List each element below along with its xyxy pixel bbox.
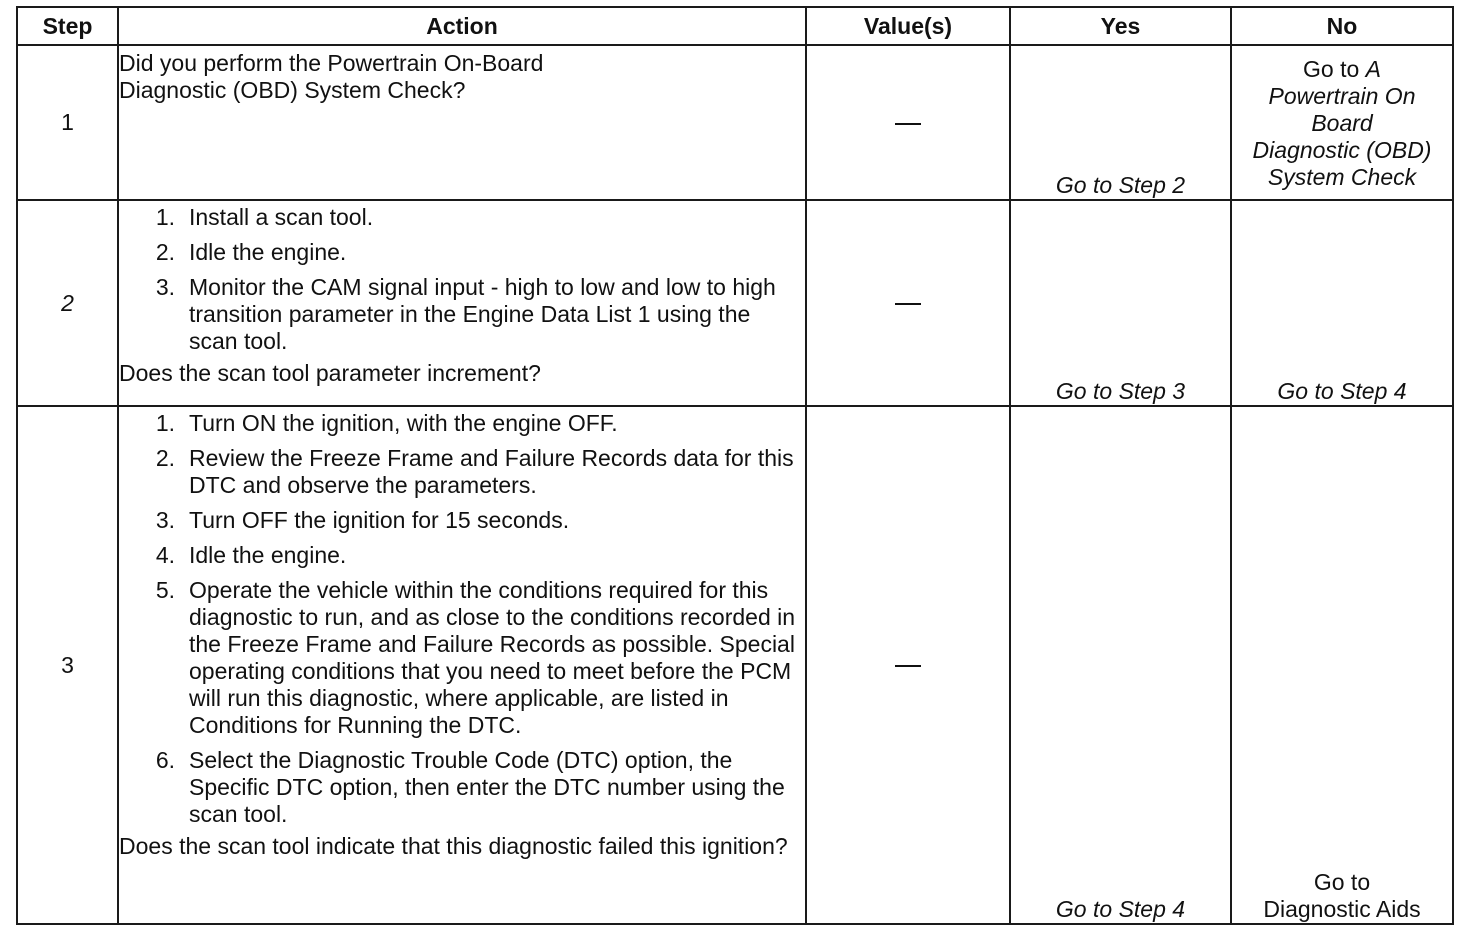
list-item: [119, 204, 805, 231]
no-prefix: Go to: [1303, 56, 1366, 82]
value-text: [921, 652, 922, 653]
value-dash: [895, 123, 921, 125]
yes-cell: [1010, 45, 1231, 200]
list-item: [119, 274, 805, 355]
list-item-text: Operate the vehicle within the conditions required for this diagnostic to run, and as close to the conditions recorded in the Freeze Frame and Failure Records as possible. Special operating conditions that you need to meet before the PCM will run this diagnostic, where applicable, are listed in Conditions for Running the DTC.: [189, 577, 796, 738]
list-item-number: 6.: [155, 747, 175, 773]
list-item-number: 1.: [155, 204, 175, 230]
no-cell: [1231, 406, 1453, 924]
yes-link[interactable]: Go to Step 4: [1055, 896, 1186, 922]
value-cell: [806, 406, 1010, 924]
header-step: Step: [17, 7, 118, 45]
no-link-line[interactable]: Go to: [1313, 869, 1371, 895]
list-item-number: 3.: [155, 507, 175, 533]
header-no: No: [1231, 7, 1453, 45]
no-link[interactable]: Go to Step 4: [1277, 378, 1407, 404]
yes-link[interactable]: Go to Step 3: [1055, 378, 1186, 404]
no-italic-line: Powertrain On: [1268, 83, 1416, 109]
no-link[interactable]: [1232, 56, 1452, 83]
no-italic: A: [1365, 56, 1381, 82]
yes-cell: [1010, 406, 1231, 924]
yes-cell: [1010, 200, 1231, 406]
header-row: [17, 7, 1453, 45]
table-row: [17, 200, 1453, 406]
no-italic-line: System Check: [1267, 164, 1417, 190]
step-number: 2: [61, 289, 74, 316]
list-item: [119, 410, 805, 437]
list-item-number: 3.: [155, 274, 175, 300]
list-item-text: Idle the engine.: [189, 542, 347, 568]
list-item: [119, 542, 805, 569]
no-cell: [1231, 45, 1453, 200]
value-cell: [806, 200, 1010, 406]
instruction-list: [119, 204, 805, 355]
list-item-number: 5.: [155, 577, 175, 603]
list-item-number: 2.: [155, 239, 175, 265]
table-row: [17, 45, 1453, 200]
list-item: [119, 507, 805, 534]
list-item: [119, 747, 805, 828]
step-number: 3: [61, 651, 74, 678]
header-yes: Yes: [1010, 7, 1231, 45]
list-item-text: Select the Diagnostic Trouble Code (DTC) option, the Specific DTC option, then enter the DTC number using the scan tool.: [189, 747, 785, 827]
list-item-text: Turn OFF the ignition for 15 seconds.: [189, 507, 570, 533]
list-item: [119, 445, 805, 499]
action-question: Does the scan tool parameter increment?: [119, 360, 541, 386]
action-question-line: Did you perform the Powertrain On-Board: [119, 50, 544, 76]
list-item-number: 4.: [155, 542, 175, 568]
step-cell: [17, 45, 118, 200]
list-item-text: Review the Freeze Frame and Failure Records data for this DTC and observe the parameters.: [189, 445, 794, 498]
value-text: [921, 290, 922, 291]
no-link-line[interactable]: Diagnostic Aids: [1263, 896, 1421, 922]
no-cell: [1231, 200, 1453, 406]
step-cell: [17, 406, 118, 924]
action-question: Does the scan tool indicate that this diagnostic failed this ignition?: [119, 833, 788, 859]
diagnostic-table: [16, 6, 1454, 925]
action-cell: [118, 406, 806, 924]
action-question-line: Diagnostic (OBD) System Check?: [119, 77, 466, 103]
list-item: [119, 239, 805, 266]
list-item: [119, 577, 805, 739]
instruction-list: [119, 410, 805, 828]
step-number: 1: [61, 109, 74, 135]
step-cell: [17, 200, 118, 406]
list-item-text: Idle the engine.: [189, 239, 347, 265]
list-item-text: Monitor the CAM signal input - high to low and low to high transition parameter in the Engine Data List 1 using the scan tool.: [189, 274, 776, 354]
value-text: [921, 109, 922, 110]
list-item-number: 2.: [155, 445, 175, 471]
list-item-text: Install a scan tool.: [189, 204, 374, 230]
value-dash: [895, 303, 921, 305]
list-item-text: Turn ON the ignition, with the engine OFF.: [189, 410, 618, 436]
no-italic-line: Diagnostic (OBD): [1252, 137, 1432, 163]
value-cell: [806, 45, 1010, 200]
header-action: Action: [118, 7, 806, 45]
no-italic-line: Board: [1311, 110, 1373, 136]
value-dash: [895, 665, 921, 667]
action-cell: [118, 200, 806, 406]
table-row: [17, 406, 1453, 924]
yes-link[interactable]: Go to Step 2: [1055, 172, 1186, 198]
action-cell: [118, 45, 806, 200]
list-item-number: 1.: [155, 410, 175, 436]
header-values: Value(s): [806, 7, 1010, 45]
